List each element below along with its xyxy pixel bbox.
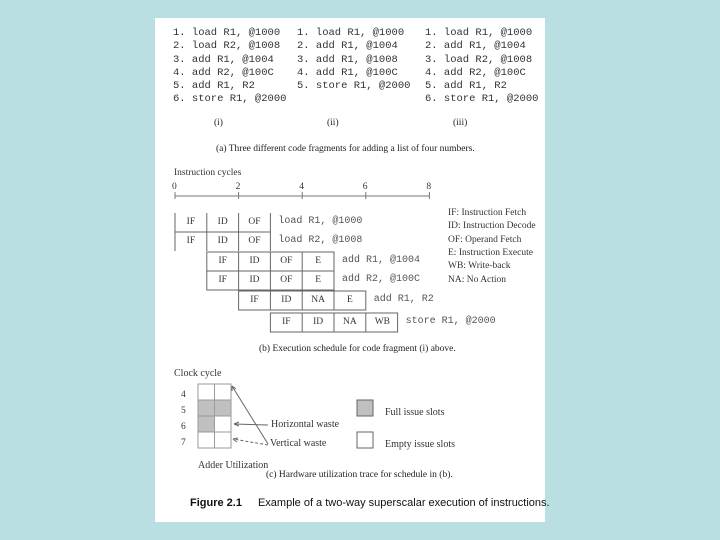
legend-item: IF: Instruction Fetch <box>448 208 527 218</box>
code-line: 2. add R1, @1004 <box>297 40 398 53</box>
full-slot-legend-swatch <box>357 400 373 416</box>
stage-cell: ID <box>281 295 292 305</box>
instruction-label: add R1, R2 <box>373 294 434 305</box>
code-line: 5. store R1, @2000 <box>297 80 411 93</box>
stage-cell: E <box>315 256 321 266</box>
vertical-waste-label: Vertical waste <box>270 438 327 449</box>
figure-number: Figure 2.1 <box>190 497 242 509</box>
stage-cell: OF <box>280 256 293 266</box>
code-line: 5. add R1, R2 <box>173 80 255 93</box>
code-line: 6. store R1, @2000 <box>173 93 287 106</box>
clock-cycle-label: 7 <box>181 438 186 448</box>
code-line: 3. add R1, @1008 <box>297 53 398 66</box>
clock-cycle-label: 6 <box>181 422 186 432</box>
figure-title: Example of a two-way superscalar execution of instructions. <box>257 497 550 509</box>
code-line: 3. load R2, @1008 <box>425 53 533 66</box>
fragment-label-iii: (iii) <box>453 118 468 128</box>
stage-cell: NA <box>311 295 325 305</box>
stage-cell: ID <box>249 256 260 266</box>
vertical-waste-arrow-dashed <box>233 439 268 445</box>
empty-issue-slot <box>198 384 215 400</box>
empty-issue-slot <box>215 416 232 432</box>
stage-cell: IF <box>186 217 196 227</box>
fragment-label-i: (i) <box>214 118 223 128</box>
instruction-label: load R2, @1008 <box>278 235 363 246</box>
code-line: 6. store R1, @2000 <box>425 93 539 106</box>
code-line: 2. load R2, @1008 <box>173 40 281 53</box>
code-line: 4. add R1, @100C <box>297 66 398 79</box>
stage-cell: E <box>315 275 321 285</box>
horizontal-waste-label: Horizontal waste <box>271 419 340 430</box>
stage-cell: ID <box>217 217 228 227</box>
empty-issue-slot <box>198 432 215 448</box>
tick-label: 2 <box>235 182 241 192</box>
vertical-waste-arrow <box>232 386 268 444</box>
clock-cycle-label: 4 <box>181 390 186 400</box>
code-line: 2. add R1, @1004 <box>425 40 526 53</box>
instruction-label: add R1, @1004 <box>342 255 421 266</box>
stage-cell: IF <box>250 295 259 305</box>
full-issue-slot <box>198 416 215 432</box>
code-line: 1. load R1, @1000 <box>297 27 405 39</box>
tick-label: 0 <box>172 182 177 192</box>
code-line: 3. add R1, @1004 <box>173 53 274 66</box>
stage-cell: ID <box>313 317 324 327</box>
legend-item: WB: Write-back <box>448 261 511 272</box>
legend-item: ID: Instruction Decode <box>448 221 536 232</box>
empty-issue-slot <box>215 384 232 400</box>
instruction-label: add R2, @100C <box>342 274 421 285</box>
caption-a: (a) Three different code fragments for adding a list of four numbers. <box>216 144 475 154</box>
utilization-xlabel: Adder Utilization <box>198 460 269 471</box>
legend-item: OF: Operand Fetch <box>448 234 522 245</box>
legend-item: E: Instruction Execute <box>448 247 533 258</box>
legend-item: NA: No Action <box>448 274 507 285</box>
code-line: 5. add R1, R2 <box>425 80 507 93</box>
horizontal-waste-arrow <box>234 424 268 425</box>
caption-b: (b) Execution schedule for code fragment (i) above. <box>259 344 456 354</box>
stage-cell: ID <box>217 236 228 246</box>
stage-cell: OF <box>280 275 293 285</box>
tick-label: 4 <box>299 182 304 192</box>
utilization-axis-title: Clock cycle <box>174 368 222 379</box>
code-line: 1. load R1, @1000 <box>425 27 533 39</box>
empty-slots-label: Empty issue slots <box>385 439 456 450</box>
full-slots-label: Full issue slots <box>385 407 445 418</box>
stage-cell: WB <box>374 317 390 327</box>
full-issue-slot <box>215 400 232 416</box>
code-line: 4. add R2, @100C <box>425 66 526 79</box>
stage-cell: IF <box>282 317 291 327</box>
stage-cell: IF <box>186 236 196 246</box>
stage-cell: E <box>346 295 353 305</box>
clock-cycle-label: 5 <box>181 406 186 416</box>
stage-cell: OF <box>248 236 261 246</box>
code-line: 4. add R2, @100C <box>173 66 274 79</box>
arrowheads <box>232 386 239 442</box>
instruction-label: load R1, @1000 <box>278 216 363 227</box>
code-line: 1. load R1, @1000 <box>173 27 281 39</box>
fragment-label-ii: (ii) <box>327 118 339 128</box>
full-issue-slot <box>198 400 215 416</box>
stage-cell: NA <box>343 317 357 327</box>
tick-label: 8 <box>426 182 432 192</box>
stage-cell: IF <box>218 256 227 266</box>
stage-cell: ID <box>249 275 260 285</box>
empty-slot-legend-swatch <box>357 432 373 448</box>
instruction-label: store R1, @2000 <box>405 316 496 327</box>
stage-cell: OF <box>248 217 261 227</box>
stage-cell: IF <box>218 275 227 285</box>
schedule-axis-title: Instruction cycles <box>174 168 242 178</box>
tick-label: 6 <box>362 182 368 192</box>
caption-c: (c) Hardware utilization trace for schedule in (b). <box>266 470 453 480</box>
empty-issue-slot <box>215 432 232 448</box>
